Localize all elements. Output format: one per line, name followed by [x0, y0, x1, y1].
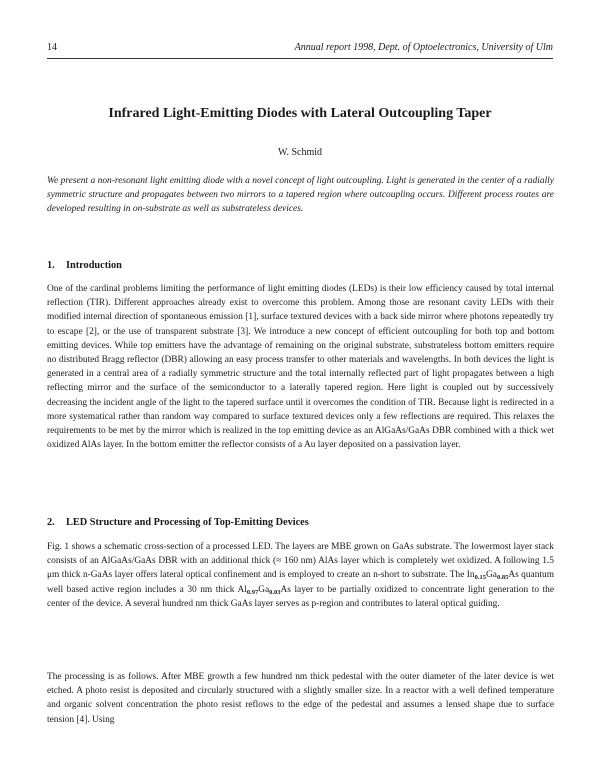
section-heading-introduction — [47, 260, 553, 271]
text-run: As layer to be partially oxidized to concentrate light generation to the center of the device. A several hundred nm thick GaAs layer serves as p-region and contributes to lateral optical guiding. — [47, 584, 554, 609]
abstract: We present a non-resonant light emitting diode with a novel concept of light outcoupling. Light is generated in the center of a radially symmetric structure and propagates between two mirrors to a tapered region where outcoupling occurs. Different process routes are developed resulting in on-substrate as well as substrateless devices. — [47, 176, 554, 215]
subscript: 0.85 — [496, 574, 509, 582]
text-run: As quantum well based active region includes a 30 nm thick Al — [47, 570, 554, 595]
text-run: Fig. 1 shows a schematic cross-section of a processed LED. The layers are MBE grown on GaAs substrate. The lowermost layer stack consists of an AlGaAs/GaAs DBR with an additional thick (≈ 160 nm) AlAs layer which is completely wet oxidized. A following 1.5 μm thick n-GaAs layer offers lateral optical confinement and is employed to create an n-short to substrate. The In — [47, 542, 554, 581]
page-number: 14 — [47, 42, 57, 53]
subscript: 0.03 — [269, 588, 281, 596]
led-structure-paragraph-2 — [47, 670, 554, 727]
section-number: 1. — [47, 260, 55, 271]
author-name: W. Schmid — [277, 147, 323, 158]
text-run: Ga — [486, 570, 497, 581]
paragraph-text: The processing is as follows. After MBE growth a few hundred nm thick pedestal with the outer diameter of the later device is wet etched. A photo resist is deposited and circularly structured with a slightly smaller size. In a reactor with a well defined temperature and organic solvent concentration the photo resist reflows to the edge of the pedestal and assumes a lensed shape due to surface tension [4]. Using — [47, 672, 554, 725]
led-structure-paragraph-1 — [47, 540, 554, 611]
section-number: 2. — [47, 517, 55, 528]
section-title: LED Structure and Processing of Top-Emitting Devices — [66, 517, 309, 528]
running-title: Annual report 1998, Dept. of Optoelectronics, University of Ulm — [294, 42, 553, 53]
section-heading-led-structure — [47, 517, 553, 528]
header-rule — [47, 58, 553, 59]
page-header — [47, 42, 553, 56]
subscript: 0.15 — [474, 574, 486, 582]
paper-title: Infrared Light-Emitting Diodes with Lateral Outcoupling Taper — [108, 106, 492, 121]
introduction-paragraph — [47, 282, 554, 452]
text-run: Ga — [258, 584, 270, 595]
subscript: 0.97 — [246, 588, 259, 596]
paragraph-text — [47, 540, 554, 611]
section-title: Introduction — [66, 260, 122, 271]
paragraph-text: One of the cardinal problems limiting the performance of light emitting diodes (LEDs) is their low efficiency caused by total internal reflection (TIR). Different approaches already exist to overcome this problem. Among those are resonant cavity LEDs with their modified internal direction of spontaneous emission [1], surface textured devices with a back side mirror where photons repeatedly try to escape [2], or the use of transparent substrate [3]. We introduce a new concept of efficient outcoupling for both top and bottom emitting devices. While top emitters have the advantage of remaining on the original substrate, substrateless bottom emitters require no distributed Bragg reflector (DBR) allowing an easy process transfer to other materials and wavelengths. In both devices the light is generated in a central area of a radially symmetric structure and the total internally reflected part of light propagates between a high reflecting mirror and the surface of the semiconductor to a laterally tapered region. Here light is coupled out by successively decreasing the incident angle of the light to the tapered surface until it overcomes the condition of TIR. Because light is redirected in a more systematical rather than random way compared to surface textured devices only a few reflections are required. This relaxes the requirements to be met by the mirror which is realized in the top emitting device as an AlGaAs/GaAs DBR combined with a thick wet oxidized AlAs layer. In the bottom emitter the reflector consists of a Au layer deposited on a passivation layer. — [47, 284, 554, 451]
